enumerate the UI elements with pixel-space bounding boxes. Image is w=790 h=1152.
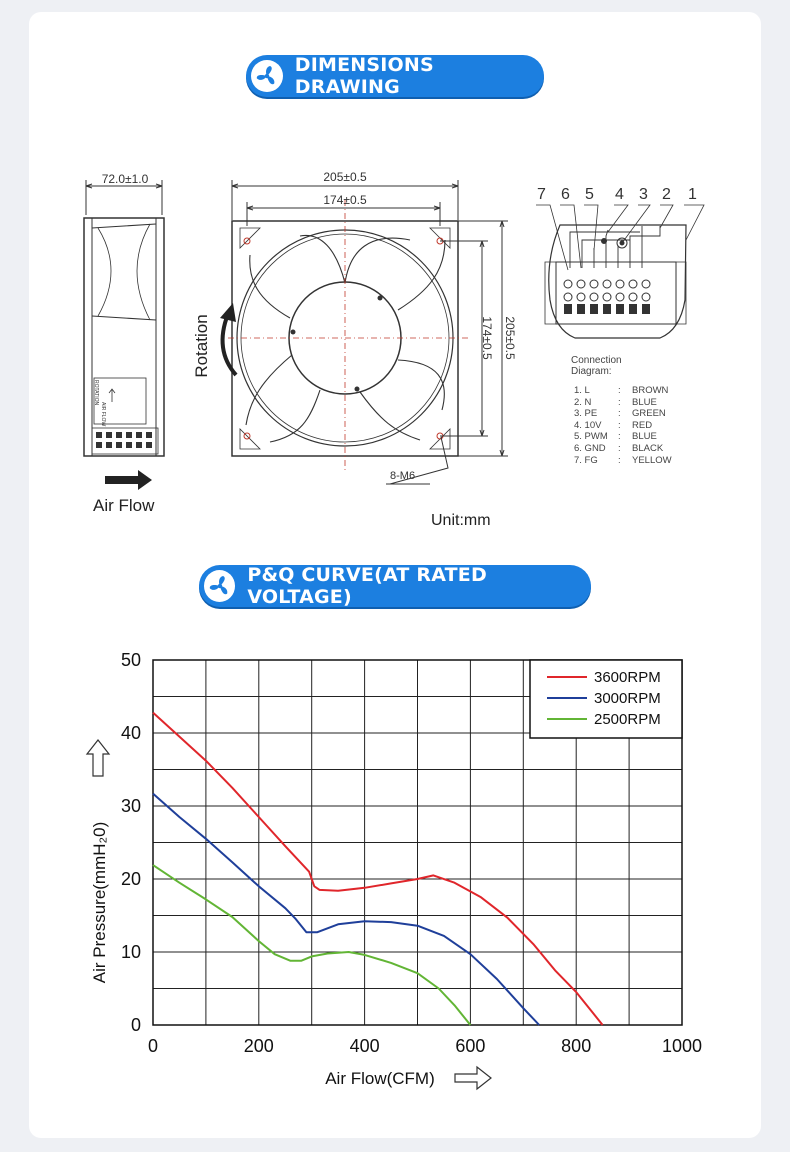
- y-tick-label: 40: [120, 723, 141, 743]
- connection-separator: :: [618, 408, 621, 420]
- connection-pin: 6. GND: [574, 442, 606, 454]
- connection-title-line-2: Diagram:: [571, 366, 612, 377]
- rotation-label: Rotation: [192, 314, 211, 378]
- unit-label: Unit:mm: [431, 512, 491, 529]
- connection-color: YELLOW: [632, 454, 672, 466]
- dimensions-drawing-title: DIMENSIONS DRAWING: [294, 54, 434, 98]
- pin-number-3: 3: [639, 186, 648, 203]
- connection-row: [574, 420, 672, 432]
- connection-color: GREEN: [632, 408, 666, 420]
- y-axis-arrow-icon: [87, 740, 109, 776]
- connection-diagram: [571, 355, 672, 466]
- x-tick-label: 200: [243, 1036, 274, 1056]
- pin-number-5: 5: [585, 186, 594, 203]
- side-rotation-text: ROTATION: [93, 380, 99, 406]
- connection-color: BROWN: [632, 385, 669, 396]
- side-width-dimension: 72.0±1.0: [101, 172, 149, 186]
- front-outer-height-dimension: 205±0.5: [503, 316, 517, 360]
- pq-curve-title: P&Q CURVE(AT RATED VOLTAGE): [247, 564, 487, 608]
- front-outer-width-dimension: 205±0.5: [323, 170, 367, 184]
- x-tick-label: 1000: [661, 1036, 703, 1056]
- dimensions-drawing-header: [246, 55, 544, 97]
- connection-color: BLUE: [632, 431, 657, 443]
- legend-label: 3600RPM: [594, 669, 661, 686]
- y-tick-label: 20: [120, 869, 141, 889]
- dimensions-drawing: [0, 160, 790, 540]
- fan-icon: [204, 570, 235, 602]
- side-airflow-text: AIR FLOW: [100, 402, 106, 427]
- connection-color: BLUE: [632, 396, 657, 408]
- pq-curve-chart: [0, 640, 790, 1100]
- legend-label: 3000RPM: [594, 690, 661, 707]
- connection-list: [574, 385, 672, 466]
- y-tick-label: 0: [130, 1015, 141, 1035]
- connection-separator: :: [618, 442, 621, 454]
- x-tick-label: 400: [349, 1036, 380, 1056]
- pin-number-6: 6: [561, 186, 570, 203]
- air-flow-arrow-icon: [105, 470, 152, 490]
- fan-icon: [251, 60, 283, 92]
- mount-holes-label: 8-M6: [390, 470, 416, 482]
- connection-pin: 5. PWM: [574, 431, 608, 443]
- connection-row: [574, 431, 672, 443]
- air-flow-label: Air Flow: [93, 496, 155, 515]
- front-view: [228, 180, 508, 484]
- connection-row: [574, 408, 672, 420]
- y-axis-label: Air Pressure(mmH₂0): [90, 821, 109, 984]
- front-hole-width-dimension: 174±0.5: [323, 193, 367, 207]
- legend-label: 2500RPM: [594, 711, 661, 728]
- pin-number-4: 4: [615, 186, 624, 203]
- connection-color: RED: [632, 419, 653, 431]
- x-axis-arrow-icon: [455, 1067, 491, 1089]
- connection-separator: :: [618, 385, 621, 396]
- pin-number-1: 1: [688, 186, 697, 203]
- connection-title-line-1: Connection: [571, 355, 622, 366]
- x-tick-label: 0: [147, 1036, 159, 1056]
- connection-row: [574, 455, 672, 467]
- x-axis-label: Air Flow(CFM): [325, 1069, 435, 1088]
- connection-row: [574, 397, 672, 409]
- pq-curve-header: [199, 565, 591, 607]
- connection-color: BLACK: [632, 442, 664, 454]
- series-line-3600RPM: [153, 713, 603, 1025]
- connection-row: [574, 385, 672, 397]
- pin-number-7: 7: [537, 186, 546, 203]
- connection-pin: 7. FG: [574, 454, 598, 466]
- connection-pin: 3. PE: [574, 408, 598, 420]
- connection-row: [574, 443, 672, 455]
- connection-separator: :: [618, 454, 621, 466]
- pin-number-2: 2: [662, 186, 671, 203]
- rotation-arrow-icon: [223, 314, 236, 375]
- front-hole-height-dimension: 174±0.5: [480, 316, 494, 360]
- connection-separator: :: [618, 396, 621, 408]
- y-tick-label: 50: [120, 650, 141, 670]
- connector-detail: [536, 205, 704, 338]
- x-tick-label: 800: [561, 1036, 592, 1056]
- x-tick-label: 600: [455, 1036, 486, 1056]
- y-tick-label: 30: [120, 796, 141, 816]
- connection-pin: 2. N: [574, 396, 592, 408]
- connection-pin: 1. L: [574, 385, 590, 396]
- connection-separator: :: [618, 431, 621, 443]
- series-line-3000RPM: [153, 794, 539, 1025]
- connection-pin: 4. 10V: [574, 419, 602, 431]
- connection-separator: :: [618, 419, 621, 431]
- y-tick-label: 10: [120, 942, 141, 962]
